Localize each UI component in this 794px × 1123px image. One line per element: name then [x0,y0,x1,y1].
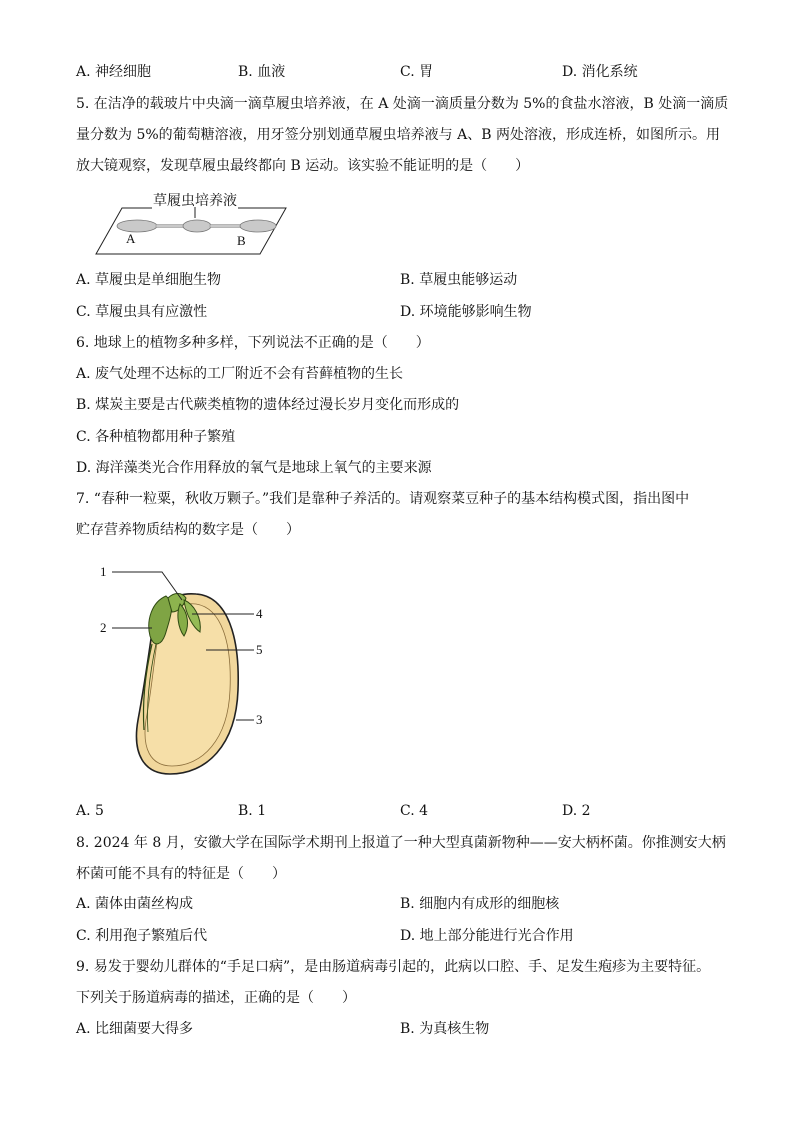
q7-stem-line-2: 贮存营养物质结构的数字是（ ） [76,522,300,538]
q9-option-b[interactable]: B. 为真核生物 [400,1021,490,1037]
q5-option-a[interactable]: A. 草履虫是单细胞生物 [76,272,222,288]
drop-a [117,220,157,232]
mark-b: B [237,233,246,248]
mark-a: A [126,231,136,246]
drop-culture [183,220,211,232]
q4-option-c[interactable]: C. 胃 [400,64,434,80]
q9-stem-line-2: 下列关于肠道病毒的描述，正确的是（ ） [76,990,356,1006]
bridge-right [210,225,242,228]
q6-stem: 6. 地球上的植物多种多样，下列说法不正确的是（ ） [76,335,430,351]
q7-stem-line-1: 7. “春种一粒粟，秋收万颗子。”我们是靠种子养活的。请观察菜豆种子的基本结构模式图，指出图中 [76,491,690,507]
q5-stem-line-1: 5. 在洁净的载玻片中央滴一滴草履虫培养液，在 A 处滴一滴质量分数为 5%的食盐水溶液，B 处滴一滴质 [76,96,729,112]
q8-stem-line-1: 8. 2024 年 8 月，安徽大学在国际学术期刊上报道了一种大型真菌新物种——安大柄杯菌。你推测安大柄 [76,835,726,851]
q5-option-d[interactable]: D. 环境能够影响生物 [400,304,532,320]
q7-option-b[interactable]: B. 1 [238,803,267,819]
q8-option-a[interactable]: A. 菌体由菌丝构成 [76,896,194,912]
q6-option-d[interactable]: D. 海洋藻类光合作用释放的氧气是地球上氧气的主要来源 [76,460,432,476]
bean-seed-figure [96,560,276,780]
q8-option-c[interactable]: C. 利用孢子繁殖后代 [76,928,208,944]
q8-option-b[interactable]: B. 细胞内有成形的细胞核 [400,896,560,912]
q5-stem-line-2: 量分数为 5%的葡萄糖溶液，用牙签分别划通草履虫培养液与 A、B 两处溶液，形成连桥，如图所示。用 [76,127,720,143]
q9-option-a[interactable]: A. 比细菌要大得多 [76,1021,194,1037]
q7-option-c[interactable]: C. 4 [400,803,429,819]
q5-option-b[interactable]: B. 草履虫能够运动 [400,272,518,288]
q8-stem-line-2: 杯菌可能不具有的特征是（ ） [76,866,286,882]
seed-label-1: 1 [100,564,107,579]
q5-option-c[interactable]: C. 草履虫具有应激性 [76,304,208,320]
seed-label-4: 4 [256,606,263,621]
q5-stem-line-3: 放大镜观察，发现草履虫最终都向 B 运动。该实验不能证明的是（ ） [76,158,530,174]
seed-label-2: 2 [100,620,107,635]
q4-option-b[interactable]: B. 血液 [238,64,286,80]
q6-option-c[interactable]: C. 各种植物都用种子繁殖 [76,429,236,445]
seed-label-3: 3 [256,712,263,727]
q9-stem-line-1: 9. 易发于婴幼儿群体的“手足口病”，是由肠道病毒引起的，此病以口腔、手、足发生疱疹为主要特征。 [76,959,711,975]
culture-solution-label: 草履虫培养液 [153,194,237,209]
q6-option-a[interactable]: A. 废气处理不达标的工厂附近不会有苔藓植物的生长 [76,366,404,382]
q4-option-a[interactable]: A. 神经细胞 [76,64,152,80]
seed-label-5: 5 [256,642,263,657]
q4-option-d[interactable]: D. 消化系统 [562,64,638,80]
q7-option-a[interactable]: A. 5 [76,803,104,819]
drop-b [240,220,276,232]
paramecium-slide-figure [94,188,288,256]
q7-option-d[interactable]: D. 2 [562,803,591,819]
q8-option-d[interactable]: D. 地上部分能进行光合作用 [400,928,574,944]
q6-option-b[interactable]: B. 煤炭主要是古代蕨类植物的遗体经过漫长岁月变化而形成的 [76,397,460,413]
